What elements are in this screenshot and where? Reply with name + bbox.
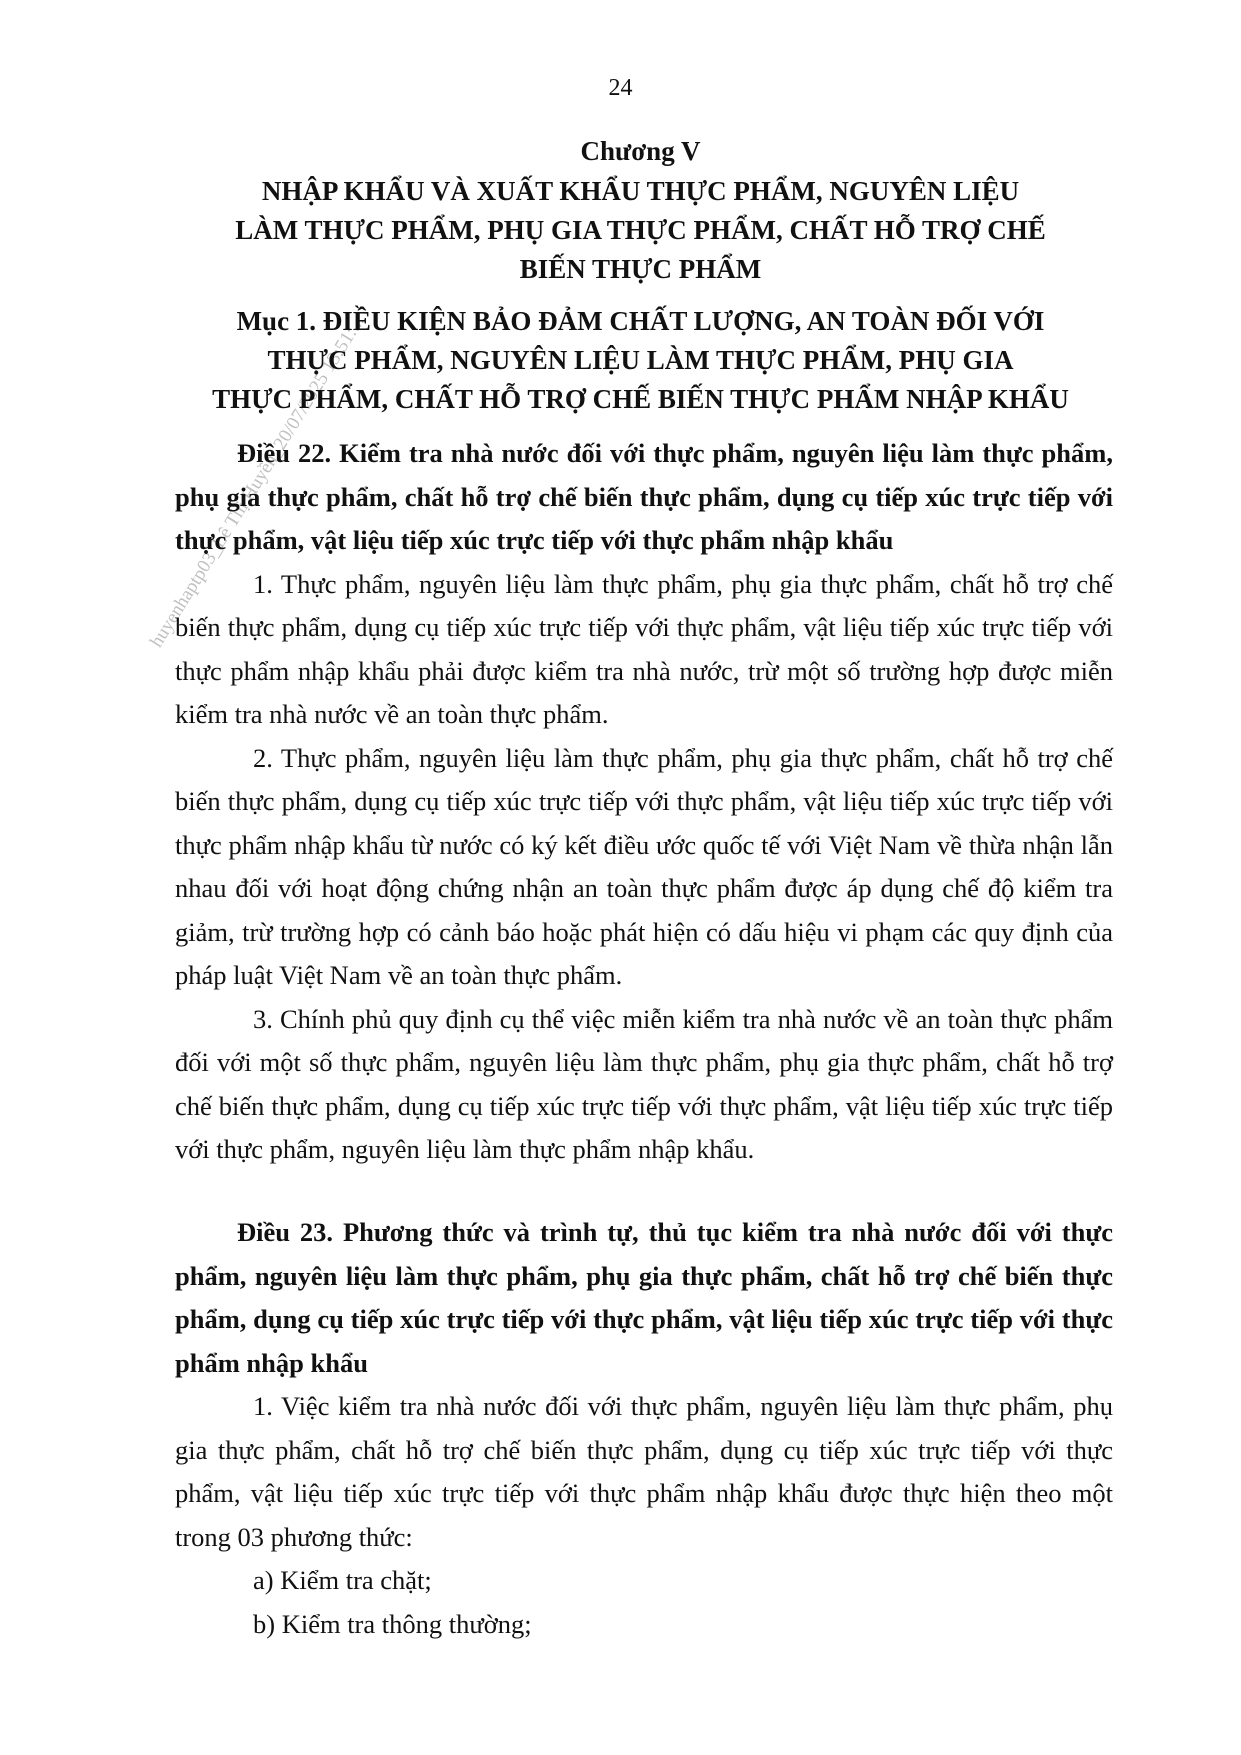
section-title-line: Mục 1. ĐIỀU KIỆN BẢO ĐẢM CHẤT LƯỢNG, AN TOÀN ĐỐI VỚI [236, 306, 1045, 336]
article-paragraph: 3. Chính phủ quy định cụ thể việc miễn kiểm tra nhà nước về an toàn thực phẩm đối với một số thực phẩm, nguyên liệu làm thực phẩm, phụ gia thực phẩm, chất hỗ trợ chế biến thực phẩm, dụng cụ tiếp xúc trực tiếp với thực phẩm, vật liệu tiếp xúc trực tiếp với thực phẩm, nguyên liệu làm thực phẩm nhập khẩu. [175, 1003, 1113, 1164]
article-23 [175, 1211, 1113, 1646]
section-title-line: THỰC PHẨM, NGUYÊN LIỆU LÀM THỰC PHẨM, PHỤ GIA [267, 345, 1014, 375]
page-number: 24 [608, 75, 633, 101]
article-paragraph: 1. Việc kiểm tra nhà nước đối với thực phẩm, nguyên liệu làm thực phẩm, phụ gia thực phẩm, chất hỗ trợ chế biến thực phẩm, dụng cụ tiếp xúc trực tiếp với thực phẩm, vật liệu tiếp xúc trực tiếp với thực phẩm nhập khẩu được thực hiện theo một trong 03 phương thức: [175, 1391, 1113, 1552]
section-title [20, 302, 1241, 419]
article-title: Điều 22. Kiểm tra nhà nước đối với thực phẩm, nguyên liệu làm thực phẩm, phụ gia thực phẩm, chất hỗ trợ chế biến thực phẩm, dụng cụ tiếp xúc trực tiếp với thực phẩm, vật liệu tiếp xúc trực tiếp với thực phẩm nhập khẩu [175, 438, 1113, 555]
chapter-title-line: LÀM THỰC PHẨM, PHỤ GIA THỰC PHẨM, CHẤT HỖ TRỢ CHẾ [235, 215, 1046, 245]
list-item: b) Kiểm tra thông thường; [253, 1608, 532, 1639]
watermark: huyenhaptp03_Lê Thị Huyền_20/07/2025 13:51:... [146, 311, 369, 652]
article-22 [175, 432, 1113, 1172]
section-title-line: THỰC PHẨM, CHẤT HỖ TRỢ CHẾ BIẾN THỰC PHẨM NHẬP KHẨU [212, 384, 1069, 414]
article-paragraph: 1. Thực phẩm, nguyên liệu làm thực phẩm, phụ gia thực phẩm, chất hỗ trợ chế biến thực phẩm, dụng cụ tiếp xúc trực tiếp với thực phẩm, vật liệu tiếp xúc trực tiếp với thực phẩm nhập khẩu phải được kiểm tra nhà nước, trừ một số trường hợp được miễn kiểm tra nhà nước về an toàn thực phẩm. [175, 568, 1113, 729]
article-title: Điều 23. Phương thức và trình tự, thủ tục kiểm tra nhà nước đối với thực phẩm, nguyên liệu làm thực phẩm, phụ gia thực phẩm, chất hỗ trợ chế biến thực phẩm, dụng cụ tiếp xúc trực tiếp với thực phẩm, vật liệu tiếp xúc trực tiếp với thực phẩm nhập khẩu [175, 1217, 1113, 1378]
chapter-title-line: NHẬP KHẨU VÀ XUẤT KHẨU THỰC PHẨM, NGUYÊN LIỆU [261, 176, 1020, 206]
chapter-title [20, 172, 1241, 289]
list-item: a) Kiểm tra chặt; [253, 1565, 432, 1595]
chapter-title-line: BIẾN THỰC PHẨM [519, 254, 762, 284]
article-paragraph: 2. Thực phẩm, nguyên liệu làm thực phẩm, phụ gia thực phẩm, chất hỗ trợ chế biến thực phẩm, dụng cụ tiếp xúc trực tiếp với thực phẩm, vật liệu tiếp xúc trực tiếp với thực phẩm nhập khẩu từ nước có ký kết điều ước quốc tế với Việt Nam về thừa nhận lẫn nhau đối với hoạt động chứng nhận an toàn thực phẩm được áp dụng chế độ kiểm tra giảm, trừ trường hợp có cảnh báo hoặc phát hiện có dấu hiệu vi phạm các quy định của pháp luật Việt Nam về an toàn thực phẩm. [175, 742, 1113, 990]
chapter-heading: Chương V [580, 136, 701, 166]
